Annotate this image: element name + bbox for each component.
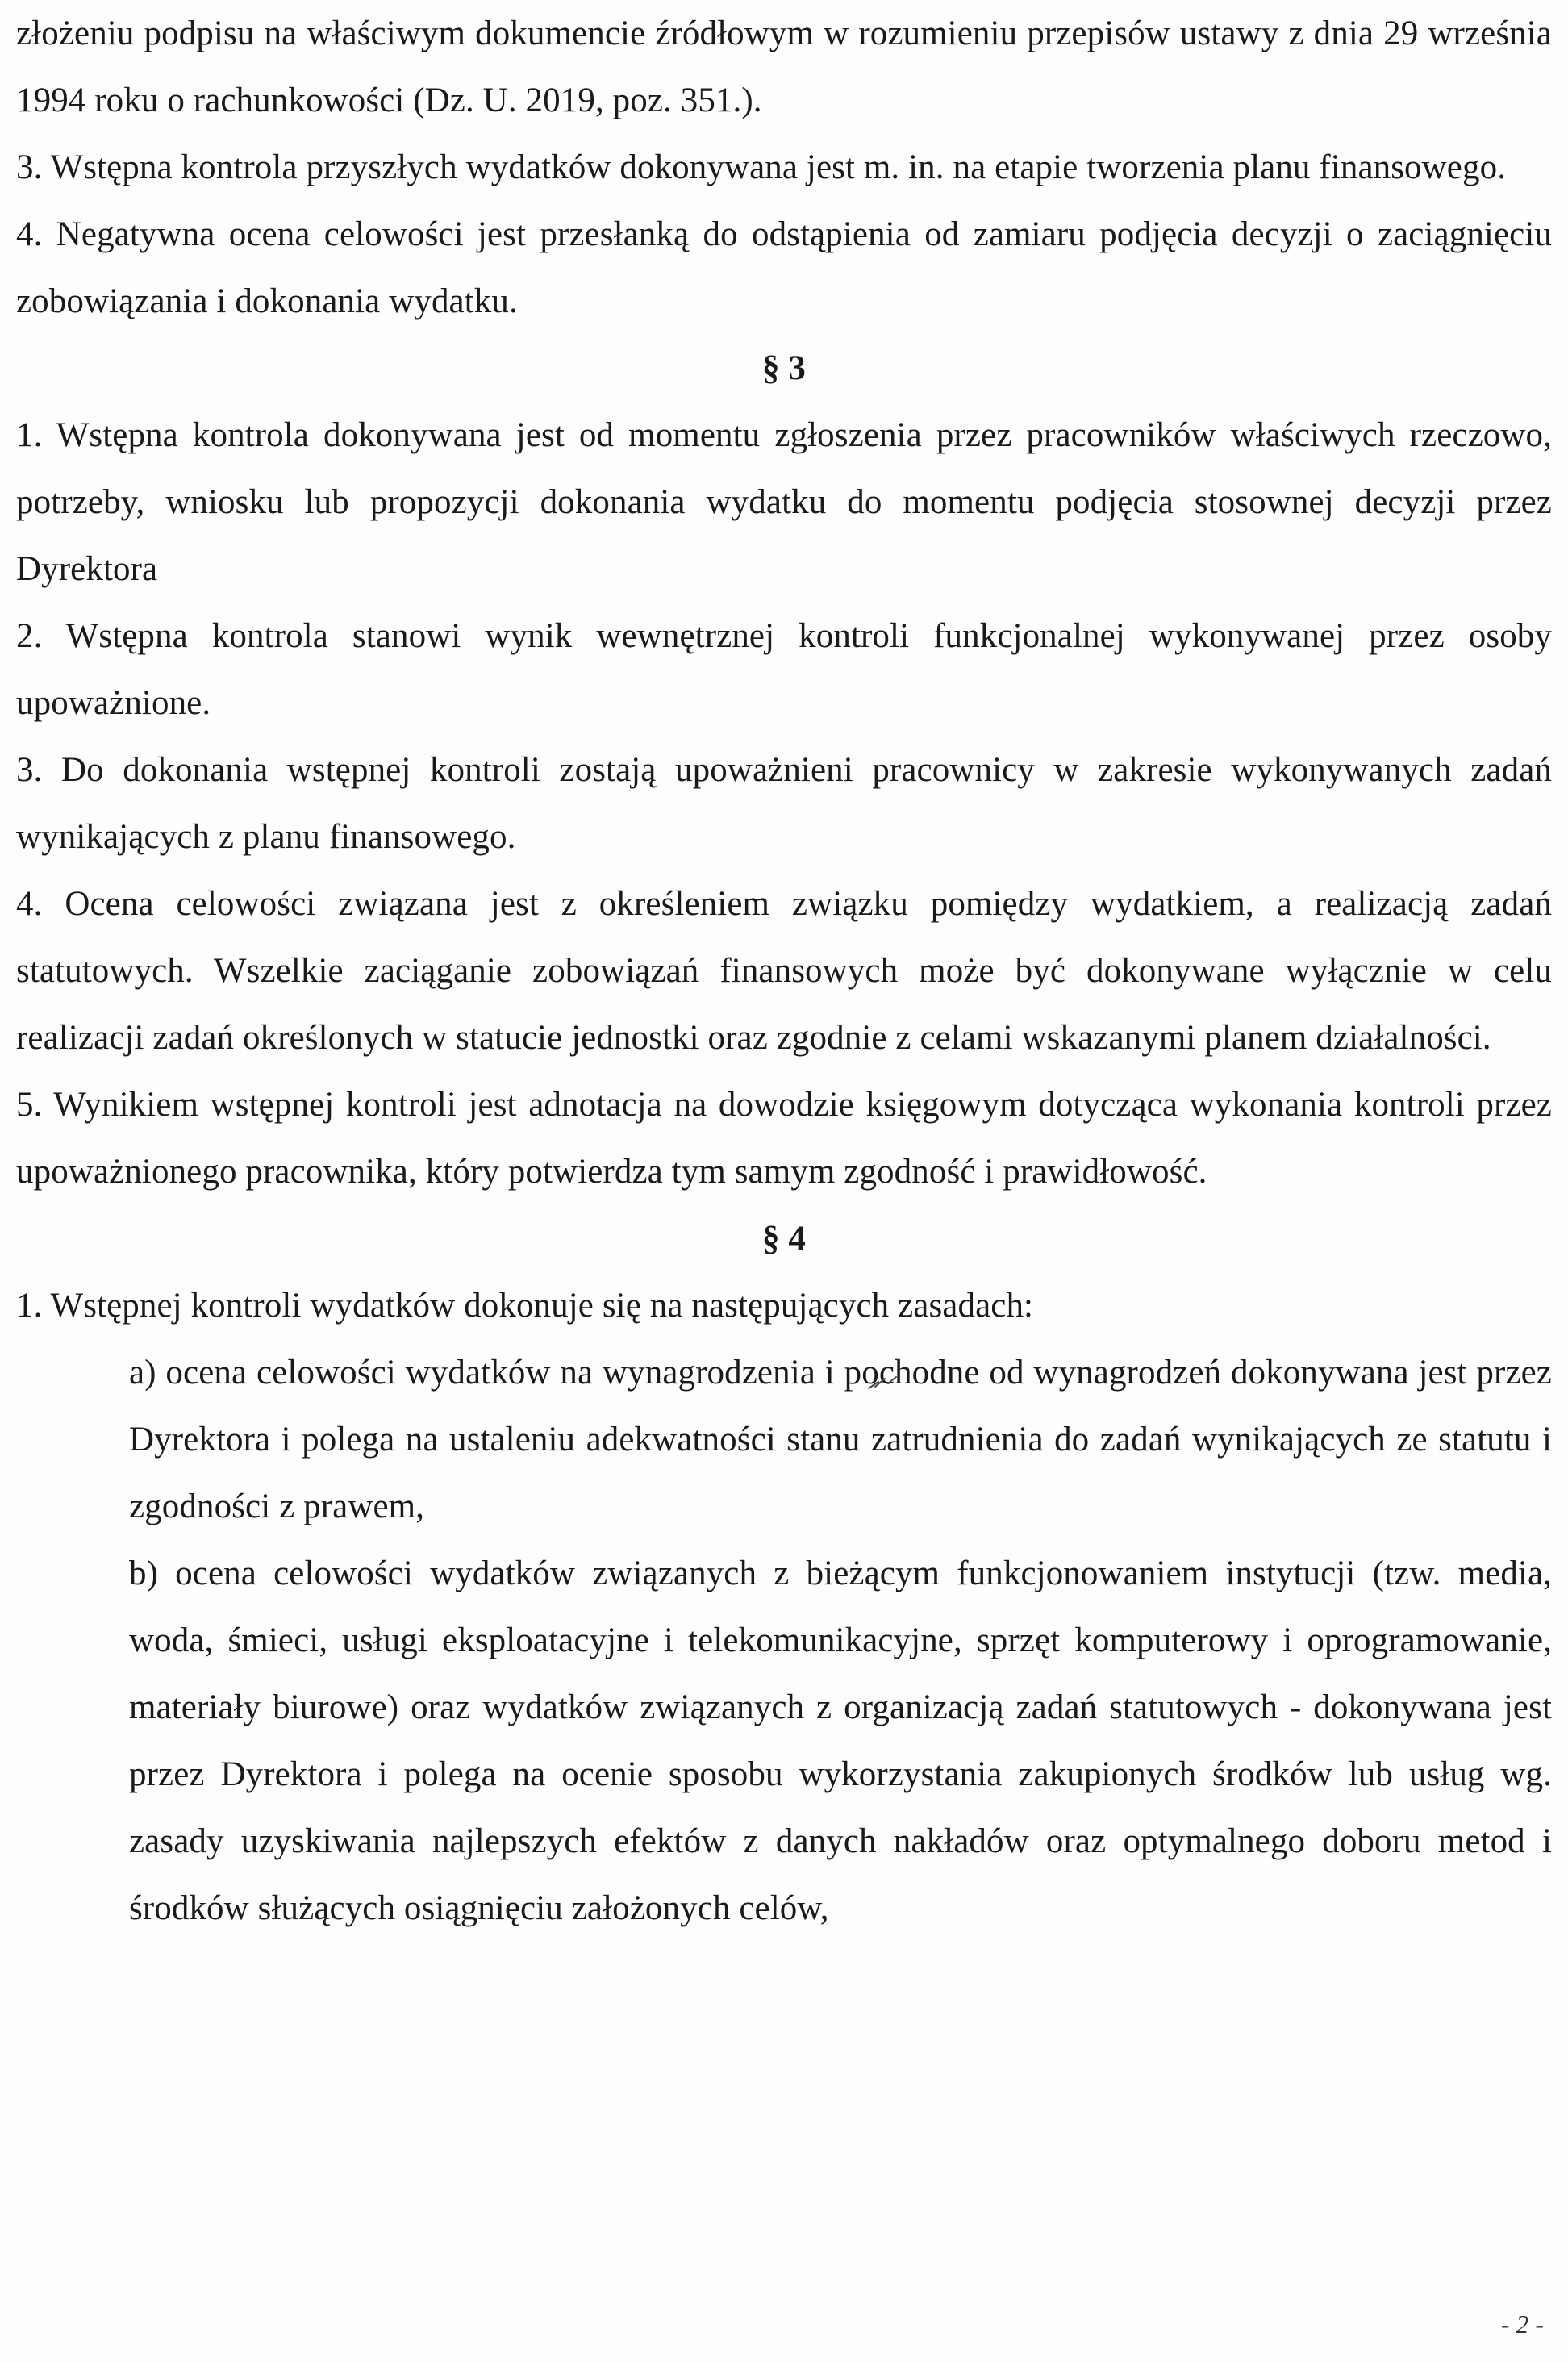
paragraph-3-4: 4. Ocena celowości związana jest z określeniem związku pomiędzy wydatkiem, a realizacją zadań statutowych. Wszelkie zaciąganie zobowiązań finansowych może być dokonywane wyłącznie w celu realizacji zadań określonych w statucie jednostki oraz zgodnie z celami wskazanymi planem działalności.: [16, 885, 1552, 1057]
paragraph-continuation: złożeniu podpisu na właściwym dokumencie źródłowym w rozumieniu przepisów ustawy z dnia 29 września 1994 roku o rachunkowości (Dz. U. 2019, poz. 351.).: [16, 15, 1552, 119]
page-number: - 2 -: [1500, 2310, 1544, 2339]
paragraph-4-1: 1. Wstępnej kontroli wydatków dokonuje się na następujących zasadach:: [16, 1287, 1034, 1325]
paragraph-2-3: 3. Wstępna kontrola przyszłych wydatków dokonywana jest m. in. na etapie tworzenia planu finansowego.: [16, 148, 1507, 186]
section-4-heading: § 4: [761, 1220, 807, 1258]
paragraph-3-3: 3. Do dokonania wstępnej kontroli zostają upoważnieni pracownicy w zakresie wykonywanych zadań wynikających z planu finansowego.: [16, 751, 1552, 856]
paragraph-3-5: 5. Wynikiem wstępnej kontroli jest adnotacja na dowodzie księgowym dotycząca wykonania kontroli przez upoważnionego pracownika, który potwierdza tym samym zgodność i prawidłowość.: [16, 1086, 1552, 1191]
paragraph-4-1-b: b) ocena celowości wydatków związanych z bieżącym funkcjonowaniem instytucji (tzw. media, woda, śmieci, usługi eksploatacyjne i telekomunikacyjne, sprzęt komputerowy i oprogramowanie, materiały biurowe) oraz wydatków związanych z organizacją zadań statutowych - dokonywana jest przez Dyrektora i polega na ocenie sposobu wykorzystania zakupionych środków lub usług wg. zasady uzyskiwania najlepszych efektów z danych nakładów oraz optymalnego doboru metod i środków służących osiągnięciu założonych celów,: [129, 1554, 1552, 1927]
document-body: [16, 0, 1552, 1942]
paragraph-3-2: 2. Wstępna kontrola stanowi wynik wewnętrznej kontroli funkcjonalnej wykonywanej przez osoby upoważnione.: [16, 617, 1552, 722]
pen-mark: [867, 1375, 899, 1390]
paragraph-4-1-a: a) ocena celowości wydatków na wynagrodzenia i pochodne od wynagrodzeń dokonywana jest przez Dyrektora i polega na ustaleniu adekwatności stanu zatrudnienia do zadań wynikających ze statutu i zgodności z prawem,: [129, 1354, 1552, 1525]
paragraph-2-4: 4. Negatywna ocena celowości jest przesłanką do odstąpienia od zamiaru podjęcia decyzji o zaciągnięciu zobowiązania i dokonania wydatku.: [16, 215, 1552, 320]
paragraph-3-1: 1. Wstępna kontrola dokonywana jest od momentu zgłoszenia przez pracowników właściwych rzeczowo, potrzeby, wniosku lub propozycji dokonania wydatku do momentu podjęcia stosownej decyzji przez Dyrektora: [16, 416, 1552, 588]
section-3-heading: § 3: [761, 349, 807, 387]
